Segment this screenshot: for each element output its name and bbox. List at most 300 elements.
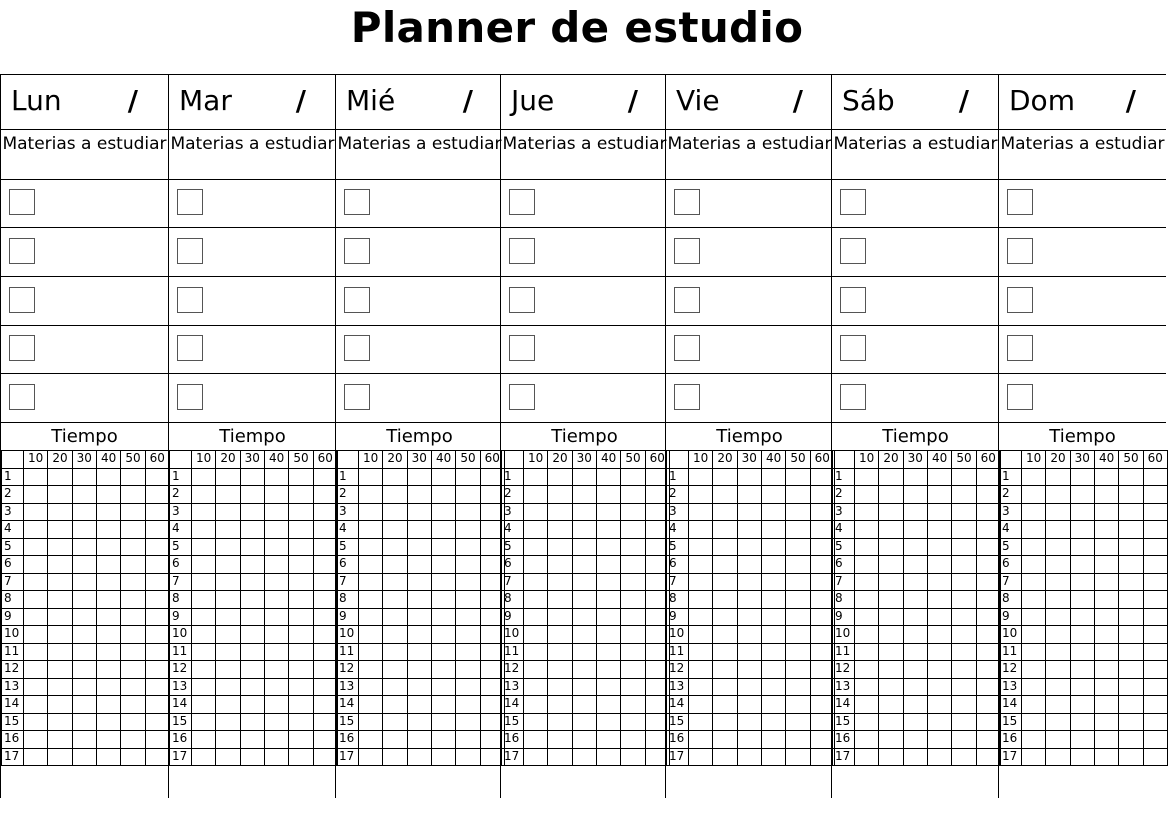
time-cell[interactable] bbox=[596, 661, 620, 679]
time-cell[interactable] bbox=[1119, 713, 1143, 731]
subject-row[interactable] bbox=[501, 229, 668, 277]
time-cell[interactable] bbox=[976, 573, 1000, 591]
time-cell[interactable] bbox=[1094, 538, 1118, 556]
time-cell[interactable] bbox=[621, 661, 645, 679]
time-cell[interactable] bbox=[596, 521, 620, 539]
time-cell[interactable] bbox=[596, 643, 620, 661]
time-cell[interactable] bbox=[145, 626, 169, 644]
time-cell[interactable] bbox=[927, 643, 951, 661]
time-cell[interactable] bbox=[1119, 521, 1143, 539]
time-cell[interactable] bbox=[24, 696, 48, 714]
time-cell[interactable] bbox=[1046, 748, 1070, 766]
time-cell[interactable] bbox=[1119, 643, 1143, 661]
subject-checkbox[interactable] bbox=[674, 189, 700, 215]
time-cell[interactable] bbox=[72, 556, 96, 574]
time-cell[interactable] bbox=[1119, 468, 1143, 486]
time-cell[interactable] bbox=[1022, 521, 1046, 539]
time-cell[interactable] bbox=[1046, 626, 1070, 644]
time-cell[interactable] bbox=[1119, 678, 1143, 696]
time-cell[interactable] bbox=[879, 678, 903, 696]
time-cell[interactable] bbox=[407, 608, 431, 626]
time-cell[interactable] bbox=[313, 573, 337, 591]
time-cell[interactable] bbox=[879, 486, 903, 504]
time-cell[interactable] bbox=[431, 486, 455, 504]
time-cell[interactable] bbox=[761, 608, 785, 626]
time-cell[interactable] bbox=[456, 538, 480, 556]
time-cell[interactable] bbox=[1022, 731, 1046, 749]
time-cell[interactable] bbox=[976, 556, 1000, 574]
time-cell[interactable] bbox=[621, 591, 645, 609]
time-cell[interactable] bbox=[359, 608, 383, 626]
time-cell[interactable] bbox=[1119, 748, 1143, 766]
time-cell[interactable] bbox=[952, 591, 976, 609]
time-cell[interactable] bbox=[1046, 591, 1070, 609]
time-cell[interactable] bbox=[596, 713, 620, 731]
time-cell[interactable] bbox=[855, 556, 879, 574]
time-cell[interactable] bbox=[548, 591, 572, 609]
subject-checkbox[interactable] bbox=[840, 384, 866, 410]
time-cell[interactable] bbox=[407, 468, 431, 486]
time-cell[interactable] bbox=[548, 468, 572, 486]
time-cell[interactable] bbox=[456, 678, 480, 696]
time-cell[interactable] bbox=[383, 573, 407, 591]
time-cell[interactable] bbox=[216, 521, 240, 539]
time-cell[interactable] bbox=[572, 626, 596, 644]
time-cell[interactable] bbox=[713, 643, 737, 661]
time-cell[interactable] bbox=[121, 608, 145, 626]
time-cell[interactable] bbox=[737, 503, 761, 521]
time-cell[interactable] bbox=[976, 486, 1000, 504]
time-cell[interactable] bbox=[903, 731, 927, 749]
time-cell[interactable] bbox=[689, 521, 713, 539]
subject-checkbox[interactable] bbox=[9, 189, 35, 215]
time-cell[interactable] bbox=[145, 696, 169, 714]
time-cell[interactable] bbox=[121, 521, 145, 539]
time-cell[interactable] bbox=[359, 643, 383, 661]
time-cell[interactable] bbox=[456, 643, 480, 661]
time-cell[interactable] bbox=[407, 573, 431, 591]
time-cell[interactable] bbox=[216, 678, 240, 696]
time-cell[interactable] bbox=[289, 661, 313, 679]
time-cell[interactable] bbox=[121, 556, 145, 574]
time-cell[interactable] bbox=[903, 503, 927, 521]
time-cell[interactable] bbox=[216, 748, 240, 766]
time-cell[interactable] bbox=[1046, 468, 1070, 486]
time-cell[interactable] bbox=[431, 591, 455, 609]
time-cell[interactable] bbox=[903, 468, 927, 486]
time-cell[interactable] bbox=[621, 696, 645, 714]
time-cell[interactable] bbox=[1046, 521, 1070, 539]
time-cell[interactable] bbox=[761, 521, 785, 539]
time-cell[interactable] bbox=[264, 626, 288, 644]
time-cell[interactable] bbox=[431, 661, 455, 679]
time-cell[interactable] bbox=[96, 573, 120, 591]
time-cell[interactable] bbox=[456, 661, 480, 679]
subject-checkbox[interactable] bbox=[9, 384, 35, 410]
time-cell[interactable] bbox=[713, 748, 737, 766]
time-cell[interactable] bbox=[1094, 486, 1118, 504]
time-cell[interactable] bbox=[456, 521, 480, 539]
time-cell[interactable] bbox=[524, 591, 548, 609]
time-cell[interactable] bbox=[24, 468, 48, 486]
time-cell[interactable] bbox=[621, 503, 645, 521]
time-cell[interactable] bbox=[145, 661, 169, 679]
time-cell[interactable] bbox=[952, 503, 976, 521]
time-cell[interactable] bbox=[192, 731, 216, 749]
time-cell[interactable] bbox=[96, 556, 120, 574]
time-cell[interactable] bbox=[145, 731, 169, 749]
time-cell[interactable] bbox=[952, 678, 976, 696]
time-cell[interactable] bbox=[145, 591, 169, 609]
time-cell[interactable] bbox=[48, 626, 72, 644]
time-cell[interactable] bbox=[72, 731, 96, 749]
time-cell[interactable] bbox=[216, 696, 240, 714]
time-cell[interactable] bbox=[313, 538, 337, 556]
subject-row[interactable] bbox=[501, 180, 668, 228]
time-cell[interactable] bbox=[524, 626, 548, 644]
time-cell[interactable] bbox=[383, 696, 407, 714]
time-cell[interactable] bbox=[240, 748, 264, 766]
subject-row[interactable] bbox=[999, 375, 1166, 423]
time-cell[interactable] bbox=[855, 503, 879, 521]
time-cell[interactable] bbox=[572, 661, 596, 679]
time-cell[interactable] bbox=[431, 608, 455, 626]
time-cell[interactable] bbox=[121, 731, 145, 749]
time-cell[interactable] bbox=[407, 486, 431, 504]
time-cell[interactable] bbox=[952, 556, 976, 574]
time-cell[interactable] bbox=[596, 731, 620, 749]
time-cell[interactable] bbox=[1119, 538, 1143, 556]
time-cell[interactable] bbox=[192, 608, 216, 626]
time-cell[interactable] bbox=[689, 608, 713, 626]
time-cell[interactable] bbox=[1143, 678, 1167, 696]
time-cell[interactable] bbox=[761, 626, 785, 644]
time-cell[interactable] bbox=[96, 661, 120, 679]
time-cell[interactable] bbox=[240, 643, 264, 661]
time-cell[interactable] bbox=[737, 468, 761, 486]
time-cell[interactable] bbox=[431, 731, 455, 749]
time-cell[interactable] bbox=[121, 538, 145, 556]
time-cell[interactable] bbox=[572, 503, 596, 521]
subject-row[interactable] bbox=[999, 229, 1166, 277]
time-cell[interactable] bbox=[713, 696, 737, 714]
time-cell[interactable] bbox=[976, 521, 1000, 539]
time-cell[interactable] bbox=[289, 731, 313, 749]
time-cell[interactable] bbox=[1094, 678, 1118, 696]
time-cell[interactable] bbox=[240, 521, 264, 539]
subject-row[interactable] bbox=[169, 278, 336, 326]
time-cell[interactable] bbox=[289, 713, 313, 731]
time-cell[interactable] bbox=[879, 573, 903, 591]
time-cell[interactable] bbox=[240, 608, 264, 626]
time-cell[interactable] bbox=[24, 608, 48, 626]
time-cell[interactable] bbox=[313, 696, 337, 714]
subject-checkbox[interactable] bbox=[509, 287, 535, 313]
time-cell[interactable] bbox=[313, 503, 337, 521]
time-cell[interactable] bbox=[786, 503, 810, 521]
time-cell[interactable] bbox=[855, 748, 879, 766]
time-cell[interactable] bbox=[786, 573, 810, 591]
time-cell[interactable] bbox=[313, 556, 337, 574]
time-cell[interactable] bbox=[216, 661, 240, 679]
time-cell[interactable] bbox=[879, 731, 903, 749]
time-cell[interactable] bbox=[737, 661, 761, 679]
subject-row[interactable] bbox=[1, 375, 168, 423]
time-cell[interactable] bbox=[216, 468, 240, 486]
time-cell[interactable] bbox=[927, 661, 951, 679]
time-cell[interactable] bbox=[524, 468, 548, 486]
time-cell[interactable] bbox=[1143, 503, 1167, 521]
time-cell[interactable] bbox=[289, 696, 313, 714]
time-cell[interactable] bbox=[855, 643, 879, 661]
subject-checkbox[interactable] bbox=[344, 335, 370, 361]
time-cell[interactable] bbox=[1070, 486, 1094, 504]
time-cell[interactable] bbox=[216, 556, 240, 574]
time-cell[interactable] bbox=[359, 573, 383, 591]
time-cell[interactable] bbox=[48, 696, 72, 714]
time-cell[interactable] bbox=[264, 486, 288, 504]
time-cell[interactable] bbox=[786, 486, 810, 504]
time-cell[interactable] bbox=[192, 626, 216, 644]
time-cell[interactable] bbox=[289, 468, 313, 486]
time-cell[interactable] bbox=[48, 748, 72, 766]
time-cell[interactable] bbox=[1022, 626, 1046, 644]
time-cell[interactable] bbox=[879, 626, 903, 644]
time-cell[interactable] bbox=[121, 573, 145, 591]
subject-row[interactable] bbox=[666, 326, 833, 374]
time-cell[interactable] bbox=[456, 573, 480, 591]
subject-checkbox[interactable] bbox=[840, 189, 866, 215]
time-cell[interactable] bbox=[1094, 521, 1118, 539]
time-cell[interactable] bbox=[903, 608, 927, 626]
subject-checkbox[interactable] bbox=[344, 189, 370, 215]
time-cell[interactable] bbox=[48, 643, 72, 661]
time-cell[interactable] bbox=[952, 573, 976, 591]
time-cell[interactable] bbox=[1094, 696, 1118, 714]
time-cell[interactable] bbox=[1119, 731, 1143, 749]
time-cell[interactable] bbox=[786, 678, 810, 696]
time-cell[interactable] bbox=[313, 678, 337, 696]
time-cell[interactable] bbox=[431, 678, 455, 696]
time-cell[interactable] bbox=[24, 661, 48, 679]
time-cell[interactable] bbox=[596, 556, 620, 574]
time-cell[interactable] bbox=[359, 521, 383, 539]
time-cell[interactable] bbox=[264, 521, 288, 539]
time-cell[interactable] bbox=[192, 556, 216, 574]
time-cell[interactable] bbox=[359, 661, 383, 679]
time-cell[interactable] bbox=[621, 521, 645, 539]
time-cell[interactable] bbox=[1119, 556, 1143, 574]
time-cell[interactable] bbox=[1119, 503, 1143, 521]
time-cell[interactable] bbox=[289, 643, 313, 661]
time-cell[interactable] bbox=[761, 678, 785, 696]
time-cell[interactable] bbox=[976, 591, 1000, 609]
time-cell[interactable] bbox=[1094, 661, 1118, 679]
time-cell[interactable] bbox=[145, 608, 169, 626]
subject-row[interactable] bbox=[999, 278, 1166, 326]
time-cell[interactable] bbox=[431, 503, 455, 521]
time-cell[interactable] bbox=[786, 521, 810, 539]
time-cell[interactable] bbox=[927, 713, 951, 731]
time-cell[interactable] bbox=[383, 661, 407, 679]
time-cell[interactable] bbox=[289, 626, 313, 644]
time-cell[interactable] bbox=[264, 468, 288, 486]
time-cell[interactable] bbox=[1143, 731, 1167, 749]
subject-checkbox[interactable] bbox=[177, 238, 203, 264]
time-cell[interactable] bbox=[456, 591, 480, 609]
time-cell[interactable] bbox=[1022, 678, 1046, 696]
time-cell[interactable] bbox=[216, 591, 240, 609]
time-cell[interactable] bbox=[216, 731, 240, 749]
time-cell[interactable] bbox=[145, 678, 169, 696]
time-cell[interactable] bbox=[713, 556, 737, 574]
time-cell[interactable] bbox=[1094, 626, 1118, 644]
time-cell[interactable] bbox=[572, 678, 596, 696]
time-cell[interactable] bbox=[572, 538, 596, 556]
time-cell[interactable] bbox=[689, 503, 713, 521]
time-cell[interactable] bbox=[737, 573, 761, 591]
time-cell[interactable] bbox=[383, 713, 407, 731]
time-cell[interactable] bbox=[1046, 608, 1070, 626]
time-cell[interactable] bbox=[1046, 643, 1070, 661]
time-cell[interactable] bbox=[572, 643, 596, 661]
time-cell[interactable] bbox=[524, 503, 548, 521]
subject-row[interactable] bbox=[169, 229, 336, 277]
time-cell[interactable] bbox=[313, 521, 337, 539]
time-cell[interactable] bbox=[879, 696, 903, 714]
time-cell[interactable] bbox=[761, 661, 785, 679]
time-cell[interactable] bbox=[383, 643, 407, 661]
time-cell[interactable] bbox=[548, 521, 572, 539]
time-cell[interactable] bbox=[359, 591, 383, 609]
time-cell[interactable] bbox=[572, 521, 596, 539]
time-cell[interactable] bbox=[903, 591, 927, 609]
subject-row[interactable] bbox=[336, 375, 503, 423]
time-cell[interactable] bbox=[121, 696, 145, 714]
time-cell[interactable] bbox=[1070, 661, 1094, 679]
time-cell[interactable] bbox=[761, 503, 785, 521]
time-cell[interactable] bbox=[24, 626, 48, 644]
time-cell[interactable] bbox=[24, 521, 48, 539]
time-cell[interactable] bbox=[216, 713, 240, 731]
time-cell[interactable] bbox=[407, 521, 431, 539]
time-cell[interactable] bbox=[903, 678, 927, 696]
time-cell[interactable] bbox=[1119, 486, 1143, 504]
time-cell[interactable] bbox=[952, 626, 976, 644]
time-cell[interactable] bbox=[761, 538, 785, 556]
time-cell[interactable] bbox=[737, 591, 761, 609]
time-cell[interactable] bbox=[1119, 591, 1143, 609]
time-cell[interactable] bbox=[761, 713, 785, 731]
time-cell[interactable] bbox=[264, 696, 288, 714]
time-cell[interactable] bbox=[879, 643, 903, 661]
time-cell[interactable] bbox=[1143, 556, 1167, 574]
time-cell[interactable] bbox=[359, 556, 383, 574]
time-cell[interactable] bbox=[24, 486, 48, 504]
time-cell[interactable] bbox=[264, 538, 288, 556]
time-cell[interactable] bbox=[903, 661, 927, 679]
time-cell[interactable] bbox=[952, 661, 976, 679]
time-cell[interactable] bbox=[289, 748, 313, 766]
time-cell[interactable] bbox=[548, 696, 572, 714]
time-cell[interactable] bbox=[1070, 643, 1094, 661]
time-cell[interactable] bbox=[145, 713, 169, 731]
time-cell[interactable] bbox=[48, 731, 72, 749]
time-cell[interactable] bbox=[952, 696, 976, 714]
subject-row[interactable] bbox=[169, 180, 336, 228]
subject-row[interactable] bbox=[666, 278, 833, 326]
time-cell[interactable] bbox=[1143, 713, 1167, 731]
time-cell[interactable] bbox=[737, 486, 761, 504]
time-cell[interactable] bbox=[1143, 521, 1167, 539]
subject-row[interactable] bbox=[1, 180, 168, 228]
time-cell[interactable] bbox=[1022, 591, 1046, 609]
time-cell[interactable] bbox=[431, 696, 455, 714]
time-cell[interactable] bbox=[1070, 608, 1094, 626]
time-cell[interactable] bbox=[524, 643, 548, 661]
time-cell[interactable] bbox=[596, 591, 620, 609]
subject-row[interactable] bbox=[501, 326, 668, 374]
time-cell[interactable] bbox=[976, 538, 1000, 556]
time-cell[interactable] bbox=[121, 503, 145, 521]
time-cell[interactable] bbox=[72, 643, 96, 661]
time-cell[interactable] bbox=[240, 573, 264, 591]
time-cell[interactable] bbox=[407, 661, 431, 679]
time-cell[interactable] bbox=[1070, 538, 1094, 556]
time-cell[interactable] bbox=[621, 678, 645, 696]
time-cell[interactable] bbox=[72, 468, 96, 486]
time-cell[interactable] bbox=[192, 521, 216, 539]
time-cell[interactable] bbox=[786, 748, 810, 766]
time-cell[interactable] bbox=[786, 538, 810, 556]
time-cell[interactable] bbox=[855, 468, 879, 486]
time-cell[interactable] bbox=[456, 608, 480, 626]
time-cell[interactable] bbox=[48, 573, 72, 591]
subject-checkbox[interactable] bbox=[344, 238, 370, 264]
time-cell[interactable] bbox=[621, 608, 645, 626]
time-cell[interactable] bbox=[879, 556, 903, 574]
time-cell[interactable] bbox=[689, 678, 713, 696]
time-cell[interactable] bbox=[121, 643, 145, 661]
time-cell[interactable] bbox=[976, 468, 1000, 486]
time-cell[interactable] bbox=[737, 521, 761, 539]
time-cell[interactable] bbox=[431, 748, 455, 766]
time-cell[interactable] bbox=[903, 748, 927, 766]
time-cell[interactable] bbox=[572, 731, 596, 749]
time-cell[interactable] bbox=[855, 626, 879, 644]
time-cell[interactable] bbox=[289, 608, 313, 626]
time-cell[interactable] bbox=[1070, 573, 1094, 591]
time-cell[interactable] bbox=[240, 678, 264, 696]
time-cell[interactable] bbox=[713, 503, 737, 521]
time-cell[interactable] bbox=[96, 713, 120, 731]
time-cell[interactable] bbox=[1094, 468, 1118, 486]
time-cell[interactable] bbox=[456, 748, 480, 766]
time-cell[interactable] bbox=[431, 713, 455, 731]
time-cell[interactable] bbox=[313, 643, 337, 661]
time-cell[interactable] bbox=[879, 468, 903, 486]
time-cell[interactable] bbox=[96, 503, 120, 521]
time-cell[interactable] bbox=[1094, 643, 1118, 661]
time-cell[interactable] bbox=[689, 696, 713, 714]
time-cell[interactable] bbox=[621, 538, 645, 556]
time-cell[interactable] bbox=[903, 521, 927, 539]
time-cell[interactable] bbox=[456, 468, 480, 486]
time-cell[interactable] bbox=[1070, 521, 1094, 539]
subject-checkbox[interactable] bbox=[1007, 238, 1033, 264]
time-cell[interactable] bbox=[1143, 696, 1167, 714]
time-cell[interactable] bbox=[192, 696, 216, 714]
